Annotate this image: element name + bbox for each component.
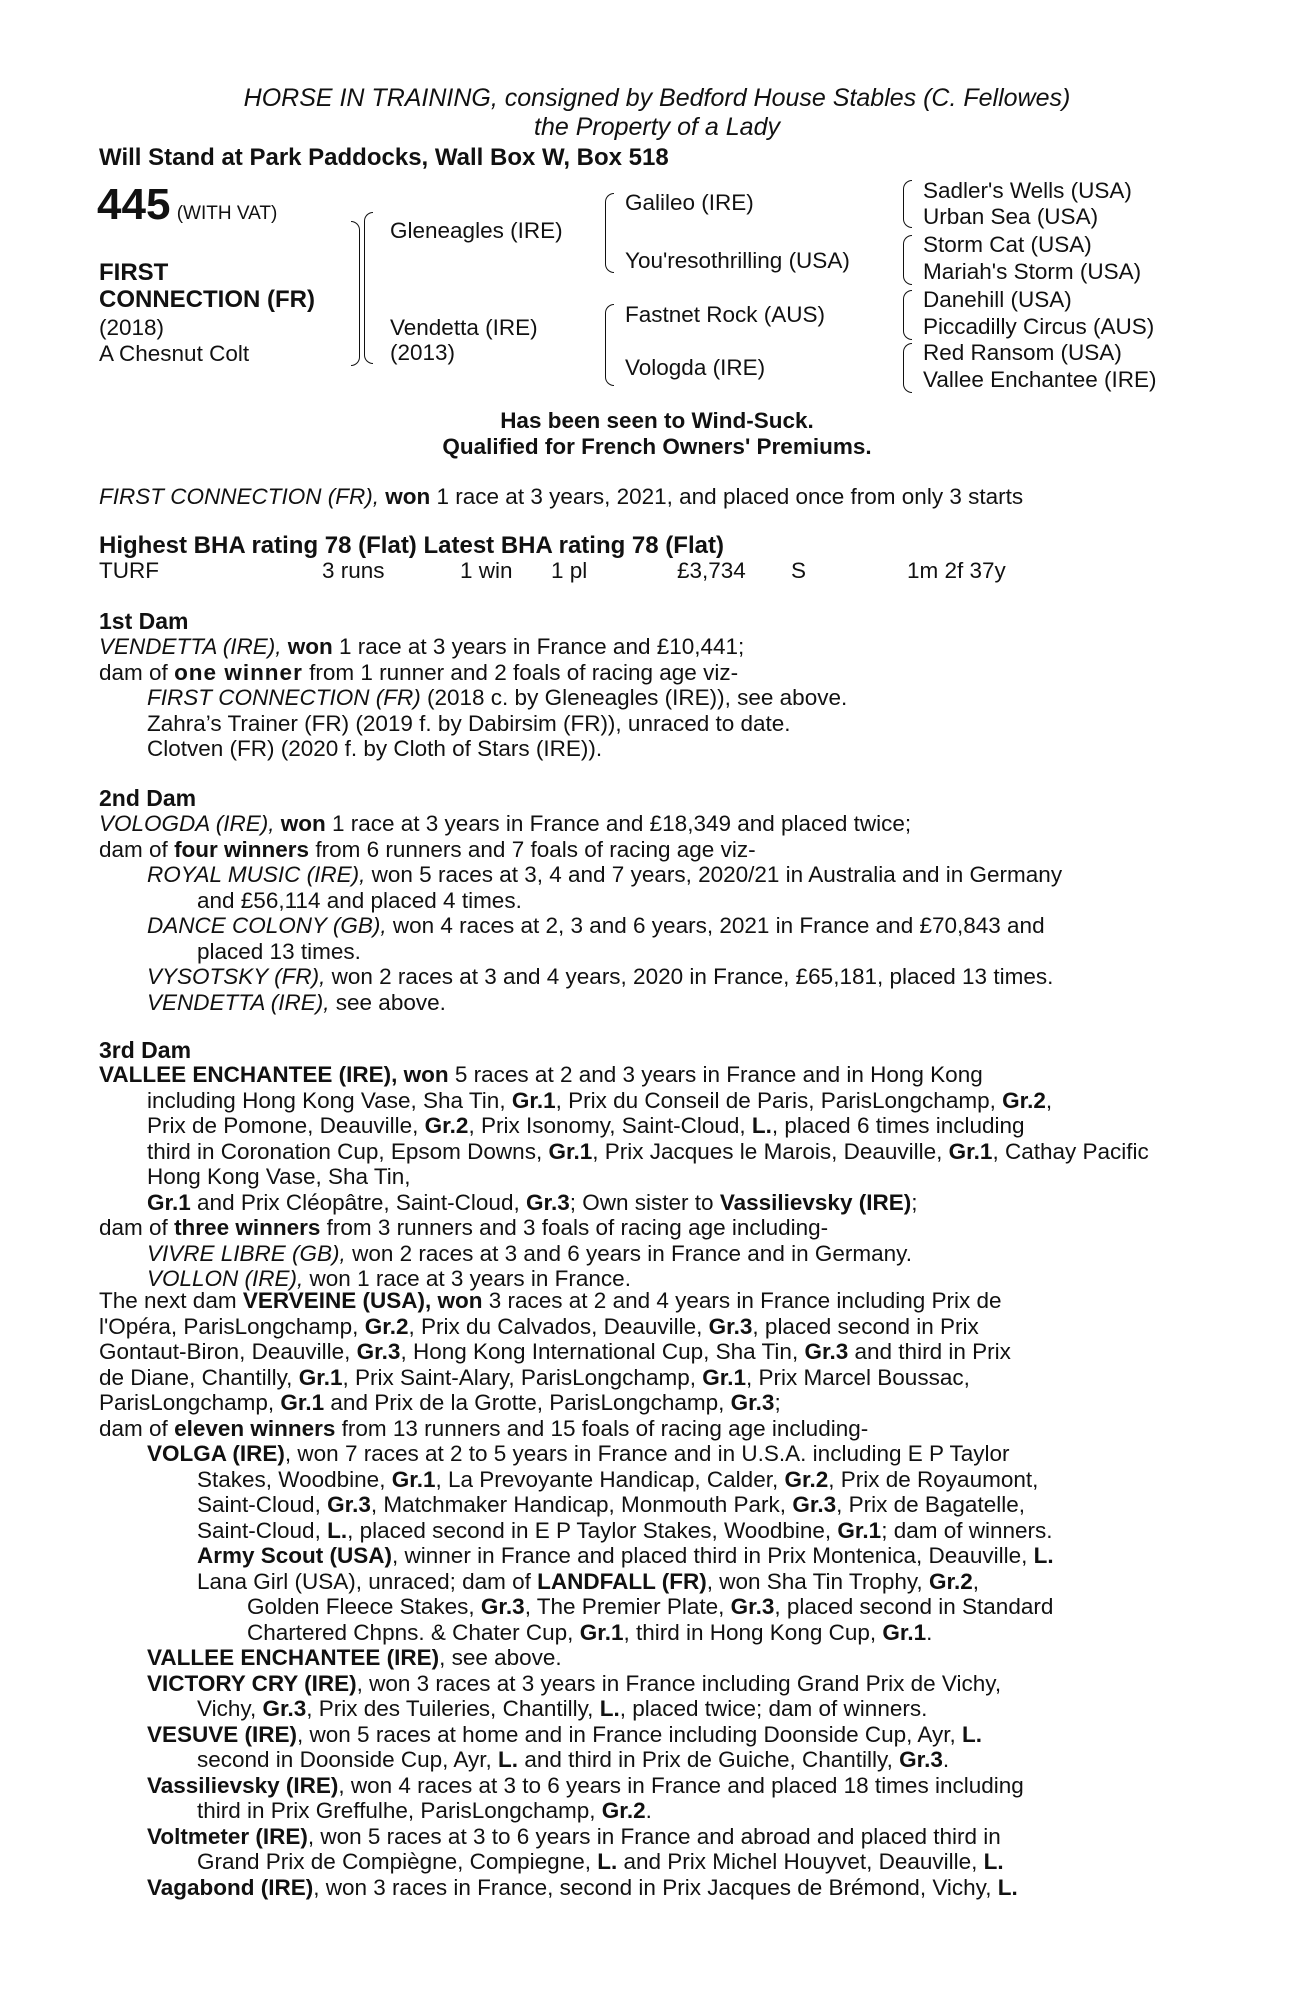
dam3-text: ;: [911, 1189, 918, 1215]
dam1-foals: from 1 runner and 2 foals of racing age viz-: [309, 659, 739, 685]
next-text: third in Prix Greffulhe, ParisLongchamp,: [197, 1798, 596, 1823]
grade-badge: Gr.1: [391, 1466, 436, 1492]
dam3-progeny-1-name: VIVRE LIBRE (GB),: [147, 1240, 346, 1266]
dam2-section: [99, 811, 1191, 1015]
vesuve-name: VESUVE (IRE): [147, 1721, 298, 1747]
dam2-foals: from 6 runners and 7 foals of racing age viz-: [315, 836, 756, 862]
grade-badge: Gr.1: [280, 1390, 325, 1415]
grade-badge: Gr.1: [298, 1364, 343, 1390]
next-text: Lana Girl (USA), unraced; dam of: [197, 1568, 531, 1594]
dam2-progeny-4-rest: see above.: [335, 989, 446, 1015]
turf-surface: TURF: [99, 558, 159, 583]
dam2-progeny-3-name: VYSOTSKY (FR),: [147, 964, 326, 989]
next-text: , Matchmaker Handicap, Monmouth Park,: [370, 1492, 787, 1517]
vagabond-name: Vagabond (IRE): [147, 1874, 314, 1900]
grade-badge: Gr.3: [356, 1339, 401, 1364]
grade-badge: Gr.3: [525, 1189, 570, 1215]
grade-badge: Gr.1: [837, 1517, 882, 1543]
listed-badge: L.: [983, 1849, 1004, 1874]
header-stand: Will Stand at Park Paddocks, Wall Box W, Box 518: [99, 144, 669, 171]
pedigree-brace-main: [351, 221, 360, 366]
pedigree-sire-sire: Galileo (IRE): [625, 190, 754, 215]
next-winners: eleven winners: [174, 1415, 336, 1441]
dam1-winners: one winner: [174, 659, 303, 685]
turf-going: S: [791, 558, 807, 583]
dam2-progeny-1-cont: and £56,114 and placed 4 times.: [197, 887, 522, 913]
dam2-progeny-2-name: DANCE COLONY (GB),: [147, 913, 387, 938]
pedigree-brace-g2: [903, 235, 912, 285]
dam3-text: including Hong Kong Vase, Sha Tin,: [147, 1087, 506, 1113]
dam1-progeny-3: Clotven (FR) (2020 f. by Cloth of Stars (IRE)).: [147, 736, 603, 761]
next-text: Saint-Cloud,: [197, 1492, 321, 1517]
dam3-text: , Prix Jacques le Marois, Deauville,: [592, 1138, 943, 1164]
volga-name: VOLGA (IRE): [147, 1441, 285, 1466]
dam3-won: won: [403, 1062, 449, 1087]
grade-badge: Gr.3: [480, 1594, 525, 1619]
grade-badge: Gr.3: [708, 1313, 753, 1339]
next-text: Golden Fleece Stakes,: [247, 1594, 475, 1619]
next-dam-section: The next dam VERVEINE (USA), won 3 races at 2 and 4 years in France including Prix de l'Opéra, ParisLongchamp, Gr.2, Prix du Calvados, Deauville, Gr.3, placed second in Prix Gontaut-Biron, Deauville, Gr.3, Hong Kong International Cup, Sha Tin, Gr.3 and third in Prix de Diane, Chantilly, Gr.1, Prix Saint-Alary, ParisLongchamp, Gr.1, Prix Marcel Boussac, ParisLongchamp, Gr.1 and Prix de la Grotte, ParisLongchamp, Gr.3; dam of eleven winners from 13 runners and 15 foals of racing age including- VOLGA (IRE), won 7 races at 2 to 5 years in France and in U.S.A. including E P Taylor Stakes, Woodbine, Gr.1, La Prevoyante Handicap, Calder, Gr.2, Prix de Royaumont, Saint-Cloud, Gr.3, Matchmaker Handicap, Monmouth Park, Gr.3, Prix de Bagatelle, Saint-Cloud, L., placed second in E P Taylor Stakes, Woodbine, Gr.1; dam of winners. Army Scout (USA), winner in France and placed third in Prix Montenica, Deauville, L. Lana Girl (USA), unraced; dam of LANDFALL (FR), won Sha Tin Trophy, Gr.2, Golden Fleece Stakes, Gr.3, The Premier Plate, Gr.3, placed second in Standard Chartered Chpns. & Chater Cup, Gr.1, third in Hong Kong Cup, Gr.1. VALLEE ENCHANTEE (IRE), see above. VICTORY CRY (IRE), won 3 races at 3 years in France including Grand Prix de Vichy, Vichy, Gr.3, Prix des Tuileries, Chantilly, L., placed twice; dam of winners. VESUVE (IRE), won 5 races at home and in France including Doonside Cup, Ayr, L. second in Doonside Cup, Ayr, L. and third in Prix de Guiche, Chantilly, Gr.3. Vassilievsky (IRE), won 4 races at 3 to 6 years in France and placed 18 times including third in Prix Greffulhe, ParisLongchamp, Gr.2. Voltmeter (IRE), won 5 races at 3 to 6 years in France and abroad and placed third in Grand Prix de Compiègne, Compiegne, L. and Prix Michel Houyvet, Deauville, L. Vagabond (IRE), won 3 races in France, second in Prix Jacques de Brémond, Vichy, L.: [99, 1288, 1054, 1900]
pedigree-gg1: Sadler's Wells (USA): [923, 178, 1132, 203]
next-text: and third in Prix: [854, 1339, 1011, 1364]
next-text: Saint-Cloud,: [197, 1517, 321, 1543]
grade-badge: Gr.3: [804, 1339, 849, 1364]
next-text: , placed second in Standard: [774, 1594, 1054, 1619]
horse-name-line1: FIRST: [99, 259, 169, 286]
listed-badge: L.: [997, 1874, 1018, 1900]
pedigree-gg6: Piccadilly Circus (AUS): [923, 314, 1155, 339]
dam2-progeny-3-rest: won 2 races at 3 and 4 years, 2020 in France, £65,181, placed 13 times.: [331, 964, 1054, 989]
listed-badge: L.: [327, 1517, 348, 1543]
pedigree-brace-g3: [903, 290, 912, 340]
next-text: l'Opéra, ParisLongchamp,: [99, 1313, 359, 1339]
next-text: , Prix de Bagatelle,: [836, 1492, 1025, 1517]
dam2-damof: dam of: [99, 836, 168, 862]
next-text: 3 races at 2 and 4 years in France including Prix de: [488, 1288, 1002, 1313]
header-property: the Property of a Lady: [534, 113, 780, 141]
dam3-progeny-2-name: VOLLON (IRE),: [147, 1266, 304, 1291]
turf-distance: 1m 2f 37y: [907, 558, 1006, 583]
next-won: won: [437, 1288, 483, 1313]
next-foals: from 13 runners and 15 foals of racing age including-: [341, 1415, 869, 1441]
next-text: , placed second in E P Taylor Stakes, Woodbine,: [347, 1517, 832, 1543]
dam3-text: third in Coronation Cup, Epsom Downs,: [147, 1138, 543, 1164]
horse-name-line2: CONNECTION (FR): [99, 286, 315, 313]
voltmeter-name: Voltmeter (IRE): [147, 1823, 308, 1849]
next-text: , third in Hong Kong Cup,: [623, 1619, 877, 1645]
pedigree-dam-sire: Fastnet Rock (AUS): [625, 302, 826, 327]
next-text: .: [926, 1619, 933, 1645]
dam3-progeny-2-rest: won 1 race at 3 years in France.: [309, 1266, 631, 1291]
listed-badge: L.: [498, 1747, 519, 1772]
pedigree-brace-parents: [364, 212, 373, 364]
pedigree-gg2: Urban Sea (USA): [923, 204, 1099, 229]
next-text: , Hong Kong International Cup, Sha Tin,: [400, 1339, 799, 1364]
next-text: , won 7 races at 2 to 5 years in France and in U.S.A. including E P Taylor: [284, 1441, 1010, 1466]
grade-badge: Gr.2: [424, 1113, 469, 1138]
summary-name: FIRST CONNECTION (FR),: [99, 484, 379, 509]
grade-badge: Gr.1: [882, 1619, 927, 1645]
dam3-text: , Cathay Pacific Hong Kong Vase, Sha Tin,: [147, 1138, 1149, 1189]
dam2-progeny-2-rest: won 4 races at 2, 3 and 6 years, 2021 in France and £70,843 and: [392, 913, 1045, 938]
turf-runs: 3 runs: [322, 558, 385, 583]
turf-placed: 1 pl: [551, 558, 588, 583]
lot-number-row: [97, 180, 277, 230]
dam2-heading: 2nd Dam: [99, 785, 197, 811]
next-damof: dam of: [99, 1415, 168, 1441]
pedigree-dam: Vendetta (IRE): [390, 315, 538, 340]
dam3-text: , placed 6 times including: [771, 1113, 1025, 1138]
next-text: , won 3 races at 3 years in France including Grand Prix de Vichy,: [356, 1670, 1002, 1696]
grade-badge: Gr.1: [548, 1138, 593, 1164]
next-text: Chartered Chpns. & Chater Cup,: [247, 1619, 574, 1645]
pedigree-brace-g4: [903, 343, 912, 393]
next-text: ;: [774, 1390, 781, 1415]
next-text: , won 5 races at 3 to 6 years in France and abroad and placed third in: [307, 1823, 1001, 1849]
next-text: Gontaut-Biron, Deauville,: [99, 1339, 351, 1364]
dam1-name: VENDETTA (IRE),: [99, 634, 282, 659]
dam2-progeny-1-rest: won 5 races at 3, 4 and 7 years, 2020/21 in Australia and in Germany: [371, 862, 1063, 887]
landfall-name: LANDFALL (FR): [537, 1568, 707, 1594]
grade-badge: Gr.1: [147, 1189, 191, 1215]
next-text: ParisLongchamp,: [99, 1390, 275, 1415]
vassilievsky-name: Vassilievsky (IRE): [147, 1772, 339, 1798]
bha-rating: Highest BHA rating 78 (Flat) Latest BHA rating 78 (Flat): [99, 532, 724, 559]
summary-rest: 1 race at 3 years, 2021, and placed once from only 3 starts: [436, 484, 1024, 509]
dam1-progeny-1-rest: (2018 c. by Gleneagles (IRE)), see above.: [427, 685, 848, 710]
dam2-record: 1 race at 3 years in France and £18,349 and placed twice;: [331, 811, 912, 836]
grade-badge: Gr.1: [579, 1619, 624, 1645]
dam1-damof: dam of: [99, 659, 168, 685]
dam3-progeny-1-rest: won 2 races at 3 and 6 years in France and in Germany.: [352, 1240, 912, 1266]
grade-badge: Gr.3: [899, 1747, 943, 1772]
next-text: , won Sha Tin Trophy,: [706, 1568, 923, 1594]
next-text: , placed second in Prix: [752, 1313, 979, 1339]
pedigree-dam-year: (2013): [390, 340, 456, 365]
next-text: , placed twice; dam of winners.: [619, 1696, 928, 1721]
dam3-text: Prix de Pomone, Deauville,: [147, 1113, 419, 1138]
grade-badge: Gr.3: [262, 1696, 307, 1721]
next-text: .: [942, 1747, 950, 1772]
dam1-won: won: [287, 634, 333, 659]
grade-badge: Gr.2: [928, 1568, 973, 1594]
pedigree-brace-dam: [605, 304, 614, 386]
pedigree-brace-sire: [605, 193, 614, 273]
victory-cry-name: VICTORY CRY (IRE): [147, 1670, 357, 1696]
next-text: The next dam: [99, 1288, 237, 1313]
dam2-winners: four winners: [174, 836, 310, 862]
army-scout-name: Army Scout (USA): [197, 1543, 393, 1568]
horse-year: (2018): [99, 315, 165, 340]
next-text: , Prix du Calvados, Deauville,: [408, 1313, 703, 1339]
vat-label: (WITH VAT): [176, 203, 278, 224]
pedigree-gg3: Storm Cat (USA): [923, 232, 1092, 257]
grade-badge: Gr.2: [364, 1313, 409, 1339]
dam1-progeny-2: Zahra’s Trainer (FR) (2019 f. by Dabirsim (FR)), unraced to date.: [147, 710, 791, 736]
next-text: second in Doonside Cup, Ayr,: [197, 1747, 492, 1772]
next-text: , Prix Saint-Alary, ParisLongchamp,: [342, 1364, 696, 1390]
dam3-heading: 3rd Dam: [99, 1037, 192, 1063]
dam1-section: [99, 634, 1191, 762]
dam3-section: VALLEE ENCHANTEE (IRE), won 5 races at 2 and 3 years in France and in Hong Kong including Hong Kong Vase, Sha Tin, Gr.1, Prix du Conseil de Paris, ParisLongchamp, Gr.2, Prix de Pomone, Deauville, Gr.2, Prix Isonomy, Saint-Cloud, L., placed 6 times including third in Coronation Cup, Epsom Downs, Gr.1, Prix Jacques le Marois, Deauville, Gr.1, Cathay Pacific Hong Kong Vase, Sha Tin, Gr.1 and Prix Cléopâtre, Saint-Cloud, Gr.3; Own sister to Vassilievsky (IRE); dam of three winners from 3 runners and 3 foals of racing age including- VIVRE LIBRE (GB), won 2 races at 3 and 6 years in France and in Germany. VOLLON (IRE), won 1 race at 3 years in France.: [99, 1062, 1149, 1291]
pedigree-sire: Gleneagles (IRE): [390, 218, 563, 243]
next-text: and third in Prix de Guiche, Chantilly,: [524, 1747, 893, 1772]
next-text: , won 3 races in France, second in Prix Jacques de Brémond, Vichy,: [313, 1874, 992, 1900]
next-text: , Prix des Tuileries, Chantilly,: [306, 1696, 594, 1721]
next-text: .: [645, 1798, 652, 1823]
next-text: Vichy,: [197, 1696, 257, 1721]
listed-badge: L.: [962, 1721, 983, 1747]
vallee-name: VALLEE ENCHANTEE (IRE): [147, 1645, 440, 1670]
pedigree-gg8: Vallee Enchantee (IRE): [923, 367, 1157, 392]
grade-badge: Gr.2: [601, 1798, 646, 1823]
grade-badge: Gr.2: [1002, 1087, 1046, 1113]
dam1-heading: 1st Dam: [99, 608, 189, 634]
next-text: and Prix Michel Houyvet, Deauville,: [623, 1849, 978, 1874]
dam3-winners: three winners: [174, 1215, 321, 1240]
next-text: Stakes, Woodbine,: [197, 1466, 386, 1492]
grade-badge: Gr.3: [327, 1492, 371, 1517]
next-text: de Diane, Chantilly,: [99, 1364, 293, 1390]
next-text: , Prix Marcel Boussac,: [746, 1364, 970, 1390]
listed-badge: L.: [751, 1113, 772, 1138]
dam3-text: ; Own sister to: [569, 1189, 714, 1215]
pedigree-dam-dam: Vologda (IRE): [625, 355, 766, 380]
next-text: , La Prevoyante Handicap, Calder,: [435, 1466, 779, 1492]
note-premiums: Qualified for French Owners' Premiums.: [442, 434, 872, 459]
race-summary: [99, 484, 1023, 510]
dam2-progeny-4-name: VENDETTA (IRE),: [147, 989, 330, 1015]
pedigree-gg5: Danehill (USA): [923, 287, 1072, 312]
dam3-sibling: Vassilievsky (IRE): [719, 1189, 912, 1215]
listed-badge: L.: [597, 1849, 618, 1874]
next-text: Grand Prix de Compiègne, Compiegne,: [197, 1849, 591, 1874]
dam2-progeny-2-cont: placed 13 times.: [197, 938, 361, 964]
dam2-progeny-1-name: ROYAL MUSIC (IRE),: [147, 862, 366, 887]
next-text: ; dam of winners.: [881, 1517, 1053, 1543]
dam3-damof: dam of: [99, 1215, 168, 1240]
dam3-foals: from 3 runners and 3 foals of racing age including-: [326, 1215, 829, 1240]
pedigree-gg4: Mariah's Storm (USA): [923, 259, 1142, 284]
dam3-record: 5 races at 2 and 3 years in France and in Hong Kong: [454, 1062, 983, 1087]
grade-badge: Gr.3: [792, 1492, 837, 1517]
next-text: , The Premier Plate,: [524, 1594, 725, 1619]
pedigree-sire-dam: You'resothrilling (USA): [625, 248, 850, 273]
pedigree-gg7: Red Ransom (USA): [923, 340, 1122, 365]
dam1-progeny-1-name: FIRST CONNECTION (FR): [147, 685, 421, 710]
note-wind-suck: Has been seen to Wind-Suck.: [500, 408, 814, 433]
header-consignor: HORSE IN TRAINING, consigned by Bedford House Stables (C. Fellowes): [243, 84, 1071, 112]
dam3-text: and Prix Cléopâtre, Saint-Cloud,: [197, 1189, 520, 1215]
dam2-name: VOLOGDA (IRE),: [99, 811, 275, 836]
next-text: and Prix de la Grotte, ParisLongchamp,: [330, 1390, 725, 1415]
next-text: , Prix de Royaumont,: [828, 1466, 1039, 1492]
dam3-name: VALLEE ENCHANTEE (IRE),: [99, 1062, 398, 1087]
lot-number: 445: [97, 180, 171, 229]
grade-badge: Gr.3: [730, 1390, 775, 1415]
grade-badge: Gr.2: [784, 1466, 829, 1492]
dam2-won: won: [280, 811, 326, 836]
grade-badge: Gr.1: [948, 1138, 993, 1164]
grade-badge: Gr.1: [702, 1364, 747, 1390]
turf-wins: 1 win: [460, 558, 513, 583]
next-text: , see above.: [439, 1645, 562, 1670]
next-text: , winner in France and placed third in Prix Montenica, Deauville,: [392, 1543, 1028, 1568]
next-text: , won 5 races at home and in France including Doonside Cup, Ayr,: [297, 1721, 956, 1747]
horse-description: A Chesnut Colt: [99, 341, 250, 366]
dam3-text: , Prix du Conseil de Paris, ParisLongchamp,: [555, 1087, 996, 1113]
next-dam-name: VERVEINE (USA),: [242, 1288, 432, 1313]
grade-badge: Gr.1: [511, 1087, 556, 1113]
dam3-text: , Prix Isonomy, Saint-Cloud,: [468, 1113, 746, 1138]
listed-badge: L.: [1033, 1543, 1054, 1568]
pedigree-brace-g1: [903, 180, 912, 228]
turf-prize: £3,734: [677, 558, 746, 583]
listed-badge: L.: [599, 1696, 620, 1721]
next-text: , won 4 races at 3 to 6 years in France and placed 18 times including: [338, 1772, 1024, 1798]
summary-won: won: [385, 484, 431, 509]
grade-badge: Gr.3: [730, 1594, 775, 1619]
dam1-record: 1 race at 3 years in France and £10,441;: [339, 634, 745, 659]
